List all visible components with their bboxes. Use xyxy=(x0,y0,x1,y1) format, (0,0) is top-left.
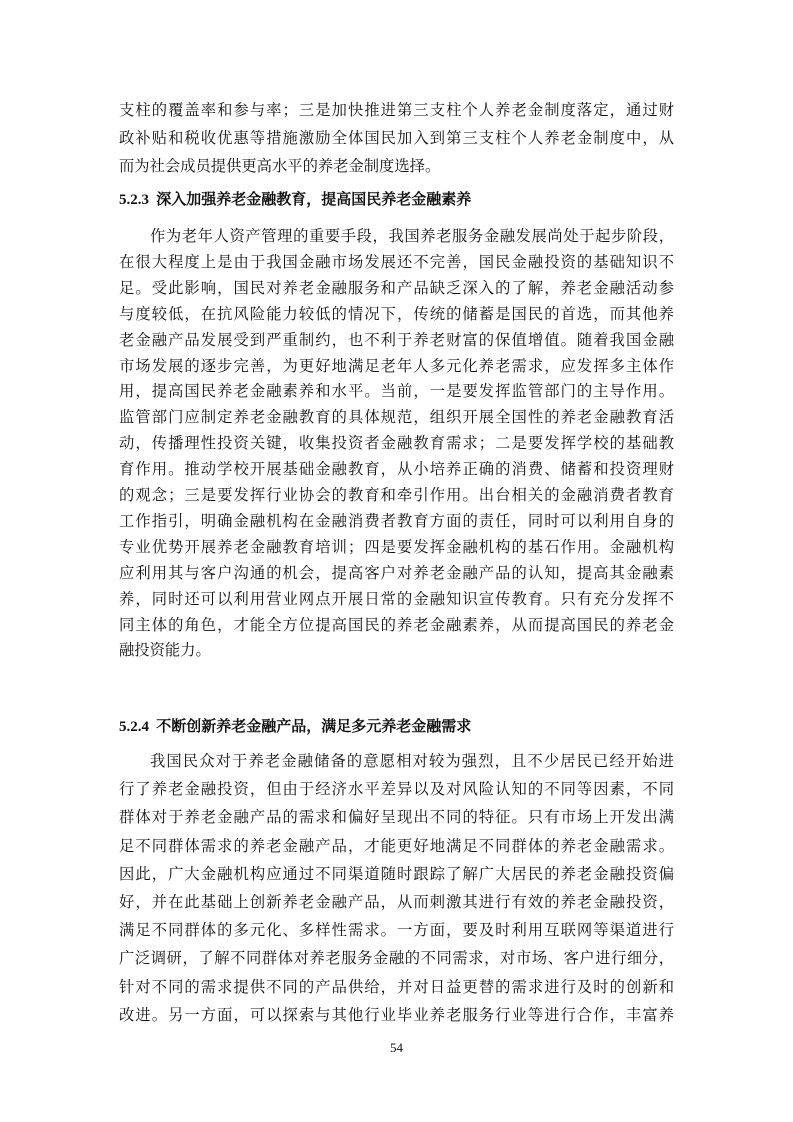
paragraph-line: 广泛调研，了解不同群体对养老服务金融的不同需求，对市场、客户进行细分， xyxy=(119,949,674,968)
paragraph-line: 专业优势开展养老金融教育培训；四是要发挥金融机构的基石作用。金融机构 xyxy=(119,537,674,556)
paragraph-line: 行了养老金融投资，但由于经济水平差异以及对风险认知的不同等因素，不同 xyxy=(119,780,674,799)
paragraph-line: 改进。另一方面，可以探索与其他行业毕业养老服务行业等进行合作，丰富养 xyxy=(119,1005,674,1024)
paragraph-line: 群体对于养老金融产品的需求和偏好呈现出不同的特征。只有市场上开发出满 xyxy=(119,808,674,827)
paragraph-line: 足不同群体需求的养老金融产品，才能更好地满足不同群体的养老金融需求。 xyxy=(119,836,674,855)
paragraph-line: 老金融产品发展受到严重制约，也不利于养老财富的保值增值。随着我国金融 xyxy=(119,330,674,349)
paragraph-line: 足。受此影响，国民对养老金融服务和产品缺乏深入的了解，养老金融活动参 xyxy=(119,278,674,297)
paragraph-line: 育作用。推动学校开展基础金融教育，从小培养正确的消费、储蓄和投资理财 xyxy=(119,460,674,479)
paragraph-line: 的观念；三是要发挥行业协会的教育和牵引作用。出台相关的金融消费者教育 xyxy=(119,486,674,504)
paragraph-line: 支柱的覆盖率和参与率；三是加快推进第三支柱个人养老金制度落定，通过财 xyxy=(119,101,674,119)
page-number: 54 xyxy=(390,1040,403,1055)
paragraph-line: 养，同时还可以利用营业网点开展日常的金融知识宣传教育。只有充分发挥不 xyxy=(119,589,674,608)
section-title: 不断创新养老金融产品，满足多元养老金融需求 xyxy=(156,717,472,735)
paragraph-line: 应利用其与客户沟通的机会，提高客户对养老金融产品的认知，提高其金融素 xyxy=(119,563,674,582)
paragraph-line: 我国民众对于养老金融储备的意愿相对较为强烈，且不少居民已经开始进 xyxy=(150,752,674,770)
paragraph-line: 与度较低，在抗风险能力较低的情况下，传统的储蓄是国民的首选，而其他养 xyxy=(119,304,674,323)
paragraph-line: 好，并在此基础上创新养老金融产品，从而刺激其进行有效的养老金融投资， xyxy=(119,893,674,911)
paragraph-line: 满足不同群体的多元化、多样性需求。一方面，要及时利用互联网等渠道进行 xyxy=(119,921,674,940)
section-number: 5.2.4 xyxy=(119,719,149,735)
section-heading-5-2-3 xyxy=(119,189,471,210)
paragraph-line: 同主体的角色，才能全方位提高国民的养老金融素养，从而提高国民的养老金 xyxy=(119,615,674,634)
paragraph-line: 工作指引，明确金融机构在金融消费者教育方面的责任，同时可以利用自身的 xyxy=(119,511,674,530)
paragraph-line: 监管部门应制定养老金融教育的具体规范，组织开展全国性的养老金融教育活 xyxy=(119,408,674,427)
section-title: 深入加强养老金融教育，提高国民养老金融素养 xyxy=(156,190,472,208)
section-number: 5.2.3 xyxy=(119,192,149,208)
paragraph-line: 政补贴和税收优惠等措施激励全体国民加入到第三支柱个人养老金制度中，从 xyxy=(119,129,674,147)
section-heading-5-2-4 xyxy=(119,716,471,737)
paragraph-line: 作为老年人资产管理的重要手段，我国养老服务金融发展尚处于起步阶段， xyxy=(150,227,674,245)
paragraph-line: 而为社会成员提供更高水平的养老金制度选择。 xyxy=(119,157,441,175)
paragraph-line: 融投资能力。 xyxy=(119,641,211,660)
paragraph-line: 动，传播理性投资关键，收集投资者金融教育需求；二是要发挥学校的基础教 xyxy=(119,434,674,453)
paragraph-line: 在很大程度上是由于我国金融市场发展还不完善，国民金融投资的基础知识不 xyxy=(119,252,674,271)
paragraph-line: 市场发展的逐步完善，为更好地满足老年人多元化养老需求，应发挥多主体作 xyxy=(119,356,674,375)
paragraph-line: 因此，广大金融机构应通过不同渠道随时跟踪了解广大居民的养老金融投资偏 xyxy=(119,864,674,883)
paragraph-line: 用，提高国民养老金融素养和水平。当前，一是要发挥监管部门的主导作用。 xyxy=(119,382,674,401)
paragraph-line: 针对不同的需求提供不同的产品供给，并对日益更替的需求进行及时的创新和 xyxy=(119,977,674,996)
